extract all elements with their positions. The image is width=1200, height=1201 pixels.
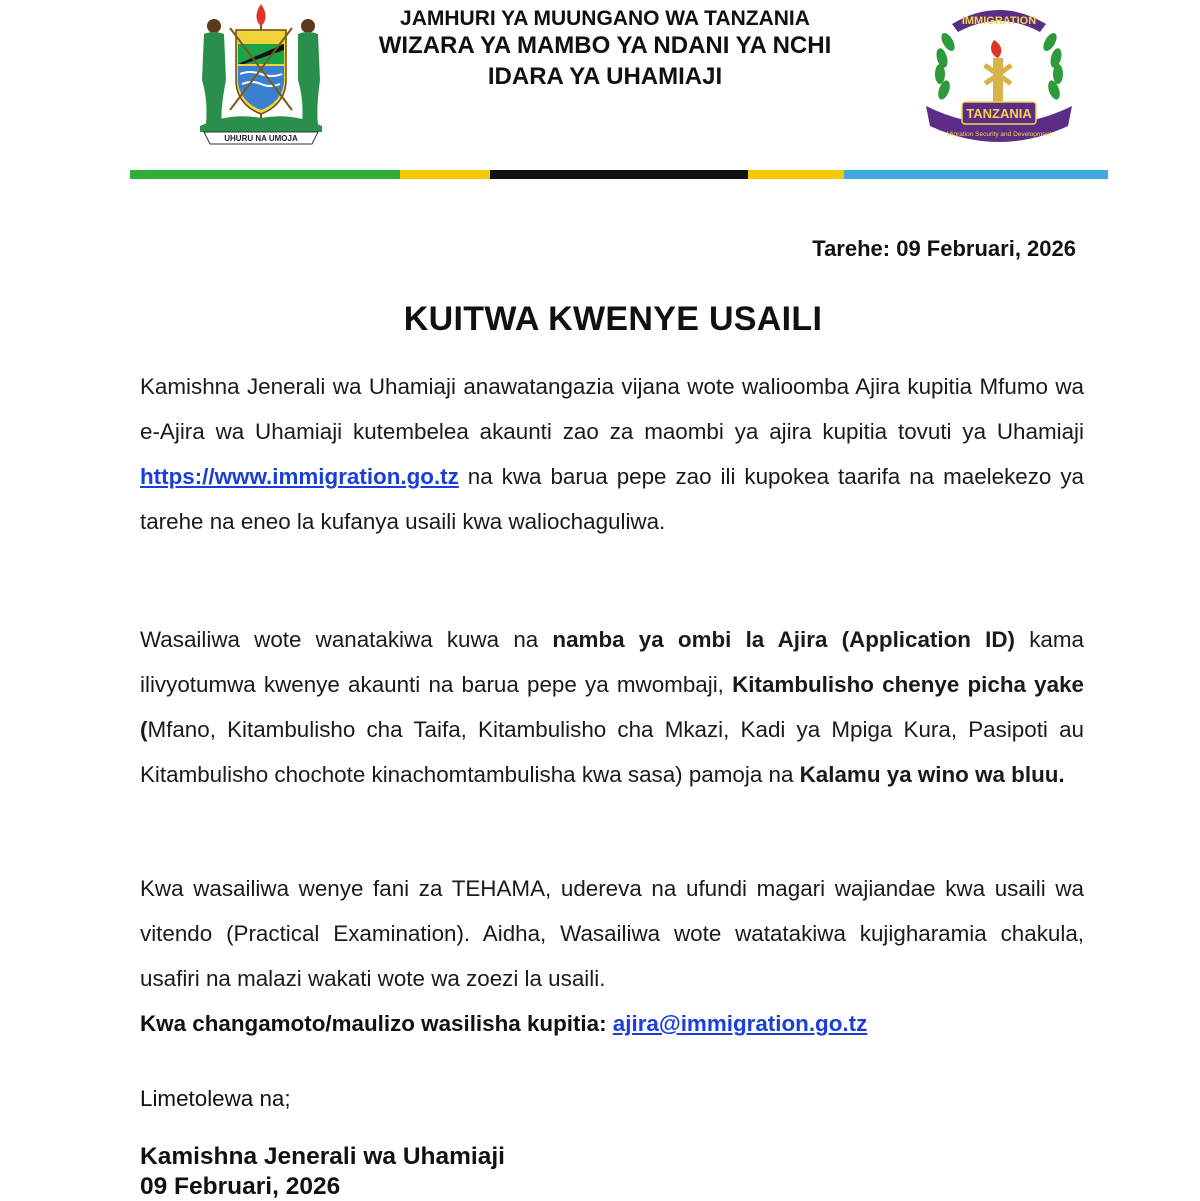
contact-email-link[interactable]: ajira@immigration.go.tz: [612, 1011, 868, 1036]
issued-by-label: Limetolewa na;: [140, 1086, 291, 1111]
svg-text:UHURU NA UMOJA: UHURU NA UMOJA: [224, 134, 298, 143]
immigration-website-link[interactable]: https://www.immigration.go.tz: [140, 464, 459, 489]
paragraph-requirements: [140, 617, 1084, 797]
letterhead: [340, 8, 870, 92]
contact-line: [140, 1004, 867, 1044]
department-name: IDARA YA UHAMIAJI: [487, 63, 723, 90]
signature-block: [140, 1142, 505, 1201]
svg-text:IMMIGRATION: IMMIGRATION: [961, 15, 1037, 27]
blue-pen-emphasis: Kalamu ya wino wa bluu.: [799, 762, 1065, 787]
republic-name: JAMHURI YA MUUNGANO WA TANZANIA: [400, 7, 810, 30]
paragraph-practical-exam: Kwa wasailiwa wenye fani za TEHAMA, udereva na ufundi magari wajiandae kwa usaili wa vitendo (Practical Examination). Aidha, Wasailiwa wote watatakiwa kujigharamia chakula, usafiri na malazi wakati wote wa zoezi la usaili.: [140, 876, 1084, 991]
flag-black-segment: [490, 170, 748, 179]
application-id-emphasis: namba ya ombi la Ajira (Application ID): [552, 627, 1016, 652]
paragraph-text: Mfano, Kitambulisho cha Taifa, Kitambulisho cha Mkazi, Kadi ya Mpiga Kura, Pasipoti au Kitambulisho chochote kinachomtambulisha kwa sasa) pamoja na: [140, 717, 1084, 787]
flag-blue-segment: [844, 170, 1108, 179]
paragraph-text: Wasailiwa wote wanatakiwa kuwa na: [140, 627, 553, 652]
id-card-emphasis: Kitambulisho chenye picha yake (: [140, 672, 1084, 742]
paragraph-text: Kamishna Jenerali wa Uhamiaji anawatangazia vijana wote walioomba Ajira kupitia Mfumo wa e-Ajira wa Uhamiaji kutembelea akaunti zao za maombi ya ajira kupitia tovuti ya Uhamiaji: [140, 374, 1084, 444]
svg-text:TANZANIA: TANZANIA: [966, 106, 1032, 121]
signer-title: Kamishna Jenerali wa Uhamiaji: [140, 1143, 505, 1170]
paragraph-text: na kwa barua pepe zao ili kupokea taarifa na maelekezo ya tarehe na eneo la kufanya usaili kwa waliochaguliwa.: [140, 464, 1084, 534]
ministry-name: WIZARA YA MAMBO YA NDANI YA NCHI: [378, 32, 832, 59]
contact-label: Kwa changamoto/maulizo wasilisha kupitia:: [140, 1011, 613, 1036]
document-date: Tarehe: 09 Februari, 2026: [812, 236, 1076, 261]
paragraph-announcement: [140, 364, 1084, 544]
signer-date: 09 Februari, 2026: [140, 1173, 341, 1200]
document-title: KUITWA KWENYE USAILI: [403, 300, 823, 338]
flag-colour-bar: [130, 170, 1108, 179]
coat-of-arms-icon: [190, 0, 332, 148]
flag-yellow-segment: [748, 170, 844, 179]
immigration-logo-icon: [918, 2, 1080, 150]
svg-text:Migration Security and Develop: Migration Security and Development: [946, 131, 1052, 138]
flag-green-segment: [130, 170, 400, 179]
paragraph-text: kama ilivyotumwa kwenye akaunti na barua pepe ya mwombaji,: [140, 627, 1084, 697]
flag-yellow-segment: [400, 170, 490, 179]
